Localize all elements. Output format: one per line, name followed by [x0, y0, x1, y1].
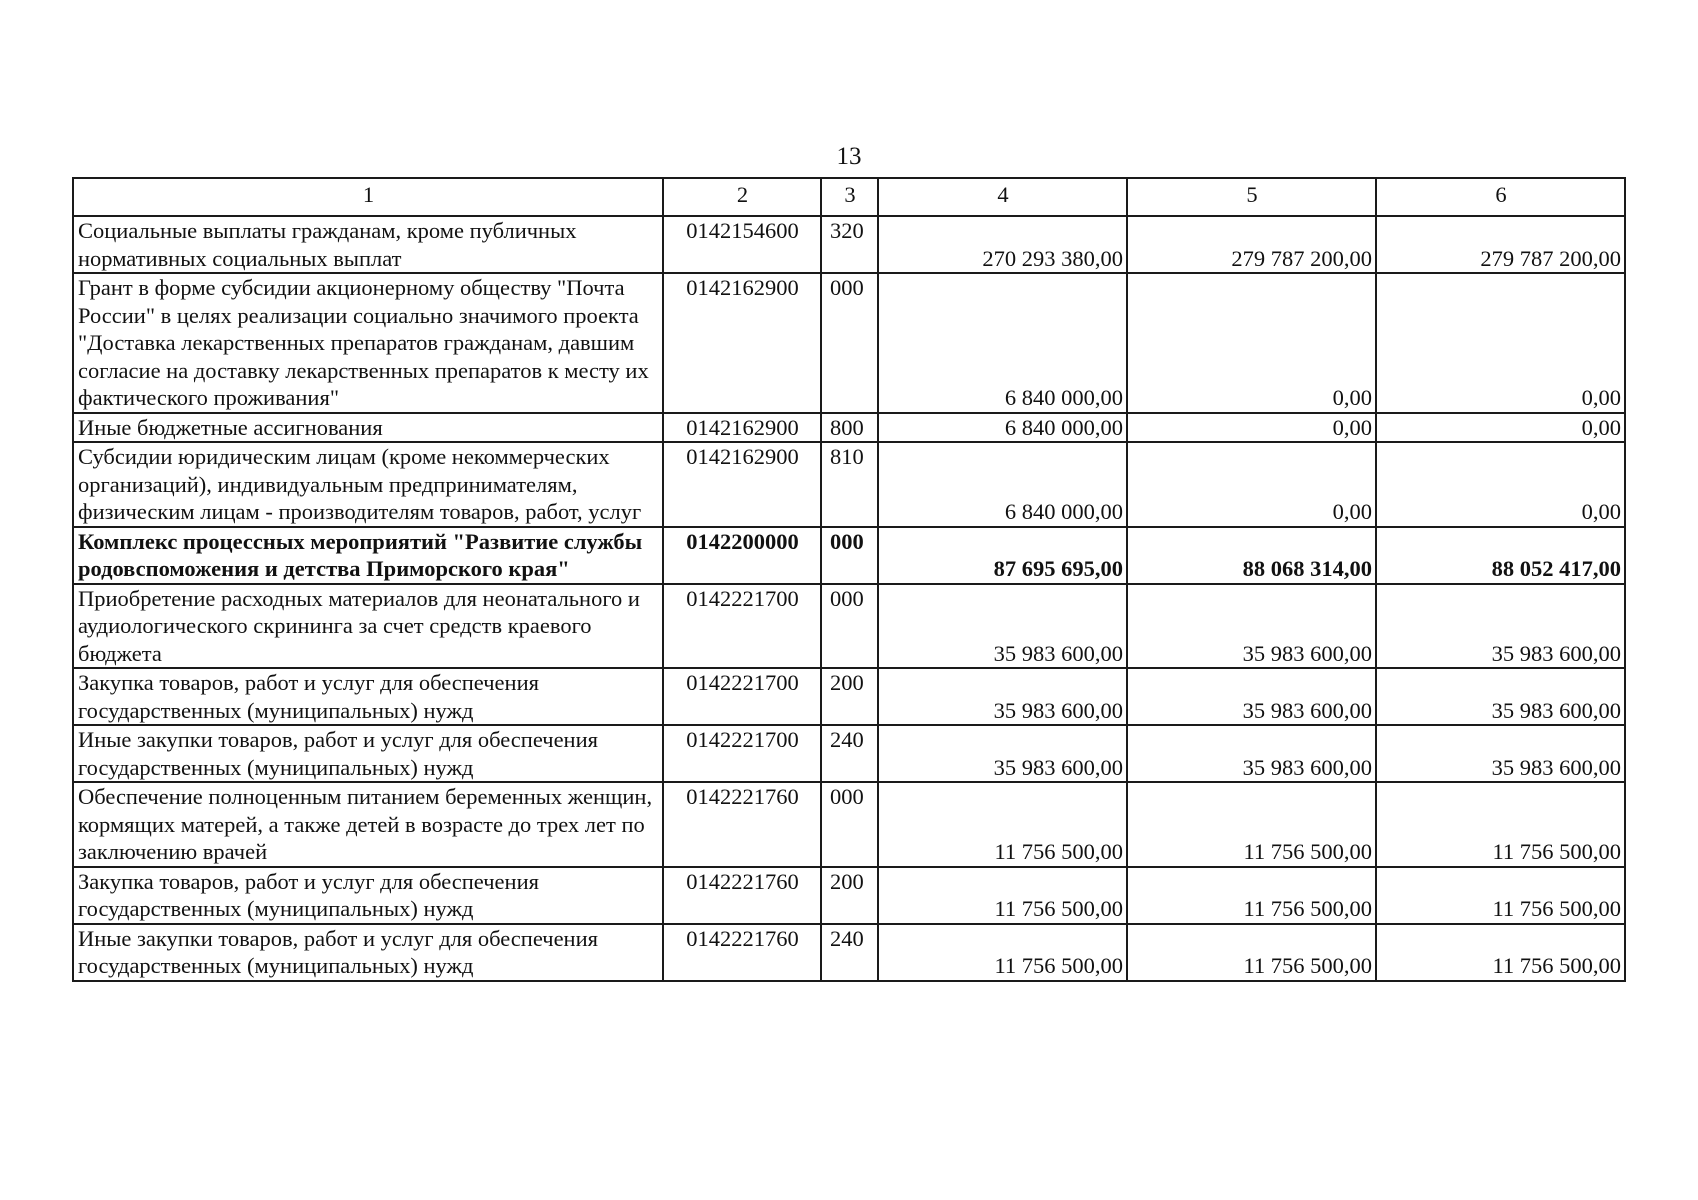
amount-col5: 11 756 500,00 [1127, 867, 1376, 924]
target-code: 0142221760 [663, 924, 821, 981]
amount-col5: 279 787 200,00 [1127, 216, 1376, 273]
expense-name: Иные закупки товаров, работ и услуг для обеспечения государственных (муниципальных) нужд [73, 725, 663, 782]
amount-col5: 35 983 600,00 [1127, 584, 1376, 669]
expense-type-code: 800 [821, 413, 878, 443]
table-body [73, 216, 1625, 981]
expense-type-code: 000 [821, 782, 878, 867]
expense-name: Закупка товаров, работ и услуг для обеспечения государственных (муниципальных) нужд [73, 867, 663, 924]
expense-type-code: 810 [821, 442, 878, 527]
amount-col6: 0,00 [1376, 273, 1625, 413]
table-row [73, 584, 1625, 669]
expense-type-code: 200 [821, 867, 878, 924]
amount-col4: 11 756 500,00 [878, 782, 1127, 867]
table-row [73, 216, 1625, 273]
expense-name: Субсидии юридическим лицам (кроме некоммерческих организаций), индивидуальным предпринимателям, физическим лицам - производителям товаров, работ, услуг [73, 442, 663, 527]
amount-col4: 35 983 600,00 [878, 584, 1127, 669]
target-code: 0142200000 [663, 527, 821, 584]
table-row [73, 273, 1625, 413]
expense-type-code: 000 [821, 273, 878, 413]
amount-col5: 0,00 [1127, 273, 1376, 413]
expense-type-code: 200 [821, 668, 878, 725]
table-header-row [73, 178, 1625, 216]
amount-col5: 11 756 500,00 [1127, 782, 1376, 867]
amount-col6: 88 052 417,00 [1376, 527, 1625, 584]
amount-col5: 0,00 [1127, 442, 1376, 527]
expense-type-code: 320 [821, 216, 878, 273]
expense-name: Приобретение расходных материалов для неонатального и аудиологического скрининга за счет средств краевого бюджета [73, 584, 663, 669]
expense-name: Обеспечение полноценным питанием беременных женщин, кормящих матерей, а также детей в возрасте до трех лет по заключению врачей [73, 782, 663, 867]
table-row-section-total [73, 527, 1625, 584]
amount-col5: 11 756 500,00 [1127, 924, 1376, 981]
amount-col4: 11 756 500,00 [878, 924, 1127, 981]
amount-col6: 279 787 200,00 [1376, 216, 1625, 273]
column-header-6: 6 [1376, 178, 1625, 216]
amount-col4: 11 756 500,00 [878, 867, 1127, 924]
amount-col5: 0,00 [1127, 413, 1376, 443]
table-row [73, 668, 1625, 725]
table-row [73, 413, 1625, 443]
amount-col6: 35 983 600,00 [1376, 725, 1625, 782]
budget-table [72, 177, 1626, 982]
expense-name: Иные закупки товаров, работ и услуг для обеспечения государственных (муниципальных) нужд [73, 924, 663, 981]
expense-type-code: 240 [821, 725, 878, 782]
page-number: 13 [836, 143, 862, 170]
expense-name: Комплекс процессных мероприятий "Развитие службы родовспоможения и детства Приморского края" [73, 527, 663, 584]
amount-col4: 6 840 000,00 [878, 442, 1127, 527]
column-header-2: 2 [663, 178, 821, 216]
amount-col5: 88 068 314,00 [1127, 527, 1376, 584]
expense-name: Социальные выплаты гражданам, кроме публичных нормативных социальных выплат [73, 216, 663, 273]
target-code: 0142221700 [663, 584, 821, 669]
column-header-5: 5 [1127, 178, 1376, 216]
target-code: 0142221700 [663, 725, 821, 782]
amount-col6: 0,00 [1376, 413, 1625, 443]
amount-col4: 6 840 000,00 [878, 273, 1127, 413]
column-header-3: 3 [821, 178, 878, 216]
amount-col6: 11 756 500,00 [1376, 782, 1625, 867]
table-row [73, 725, 1625, 782]
table-row [73, 782, 1625, 867]
amount-col4: 87 695 695,00 [878, 527, 1127, 584]
column-header-1: 1 [73, 178, 663, 216]
amount-col6: 35 983 600,00 [1376, 584, 1625, 669]
amount-col4: 35 983 600,00 [878, 668, 1127, 725]
target-code: 0142162900 [663, 442, 821, 527]
table-row [73, 442, 1625, 527]
expense-type-code: 240 [821, 924, 878, 981]
amount-col5: 35 983 600,00 [1127, 725, 1376, 782]
amount-col6: 11 756 500,00 [1376, 924, 1625, 981]
target-code: 0142162900 [663, 413, 821, 443]
expense-name: Закупка товаров, работ и услуг для обеспечения государственных (муниципальных) нужд [73, 668, 663, 725]
amount-col4: 270 293 380,00 [878, 216, 1127, 273]
expense-type-code: 000 [821, 527, 878, 584]
column-header-4: 4 [878, 178, 1127, 216]
target-code: 0142154600 [663, 216, 821, 273]
expense-name: Грант в форме субсидии акционерному обществу "Почта России" в целях реализации социально значимого проекта "Доставка лекарственных препаратов гражданам, давшим согласие на доставку лекарственных препаратов к месту их фактического проживания" [73, 273, 663, 413]
amount-col6: 0,00 [1376, 442, 1625, 527]
expense-type-code: 000 [821, 584, 878, 669]
target-code: 0142221700 [663, 668, 821, 725]
table-row [73, 867, 1625, 924]
amount-col6: 11 756 500,00 [1376, 867, 1625, 924]
amount-col4: 6 840 000,00 [878, 413, 1127, 443]
target-code: 0142162900 [663, 273, 821, 413]
expense-name: Иные бюджетные ассигнования [73, 413, 663, 443]
target-code: 0142221760 [663, 782, 821, 867]
amount-col5: 35 983 600,00 [1127, 668, 1376, 725]
amount-col4: 35 983 600,00 [878, 725, 1127, 782]
table-row [73, 924, 1625, 981]
target-code: 0142221760 [663, 867, 821, 924]
amount-col6: 35 983 600,00 [1376, 668, 1625, 725]
